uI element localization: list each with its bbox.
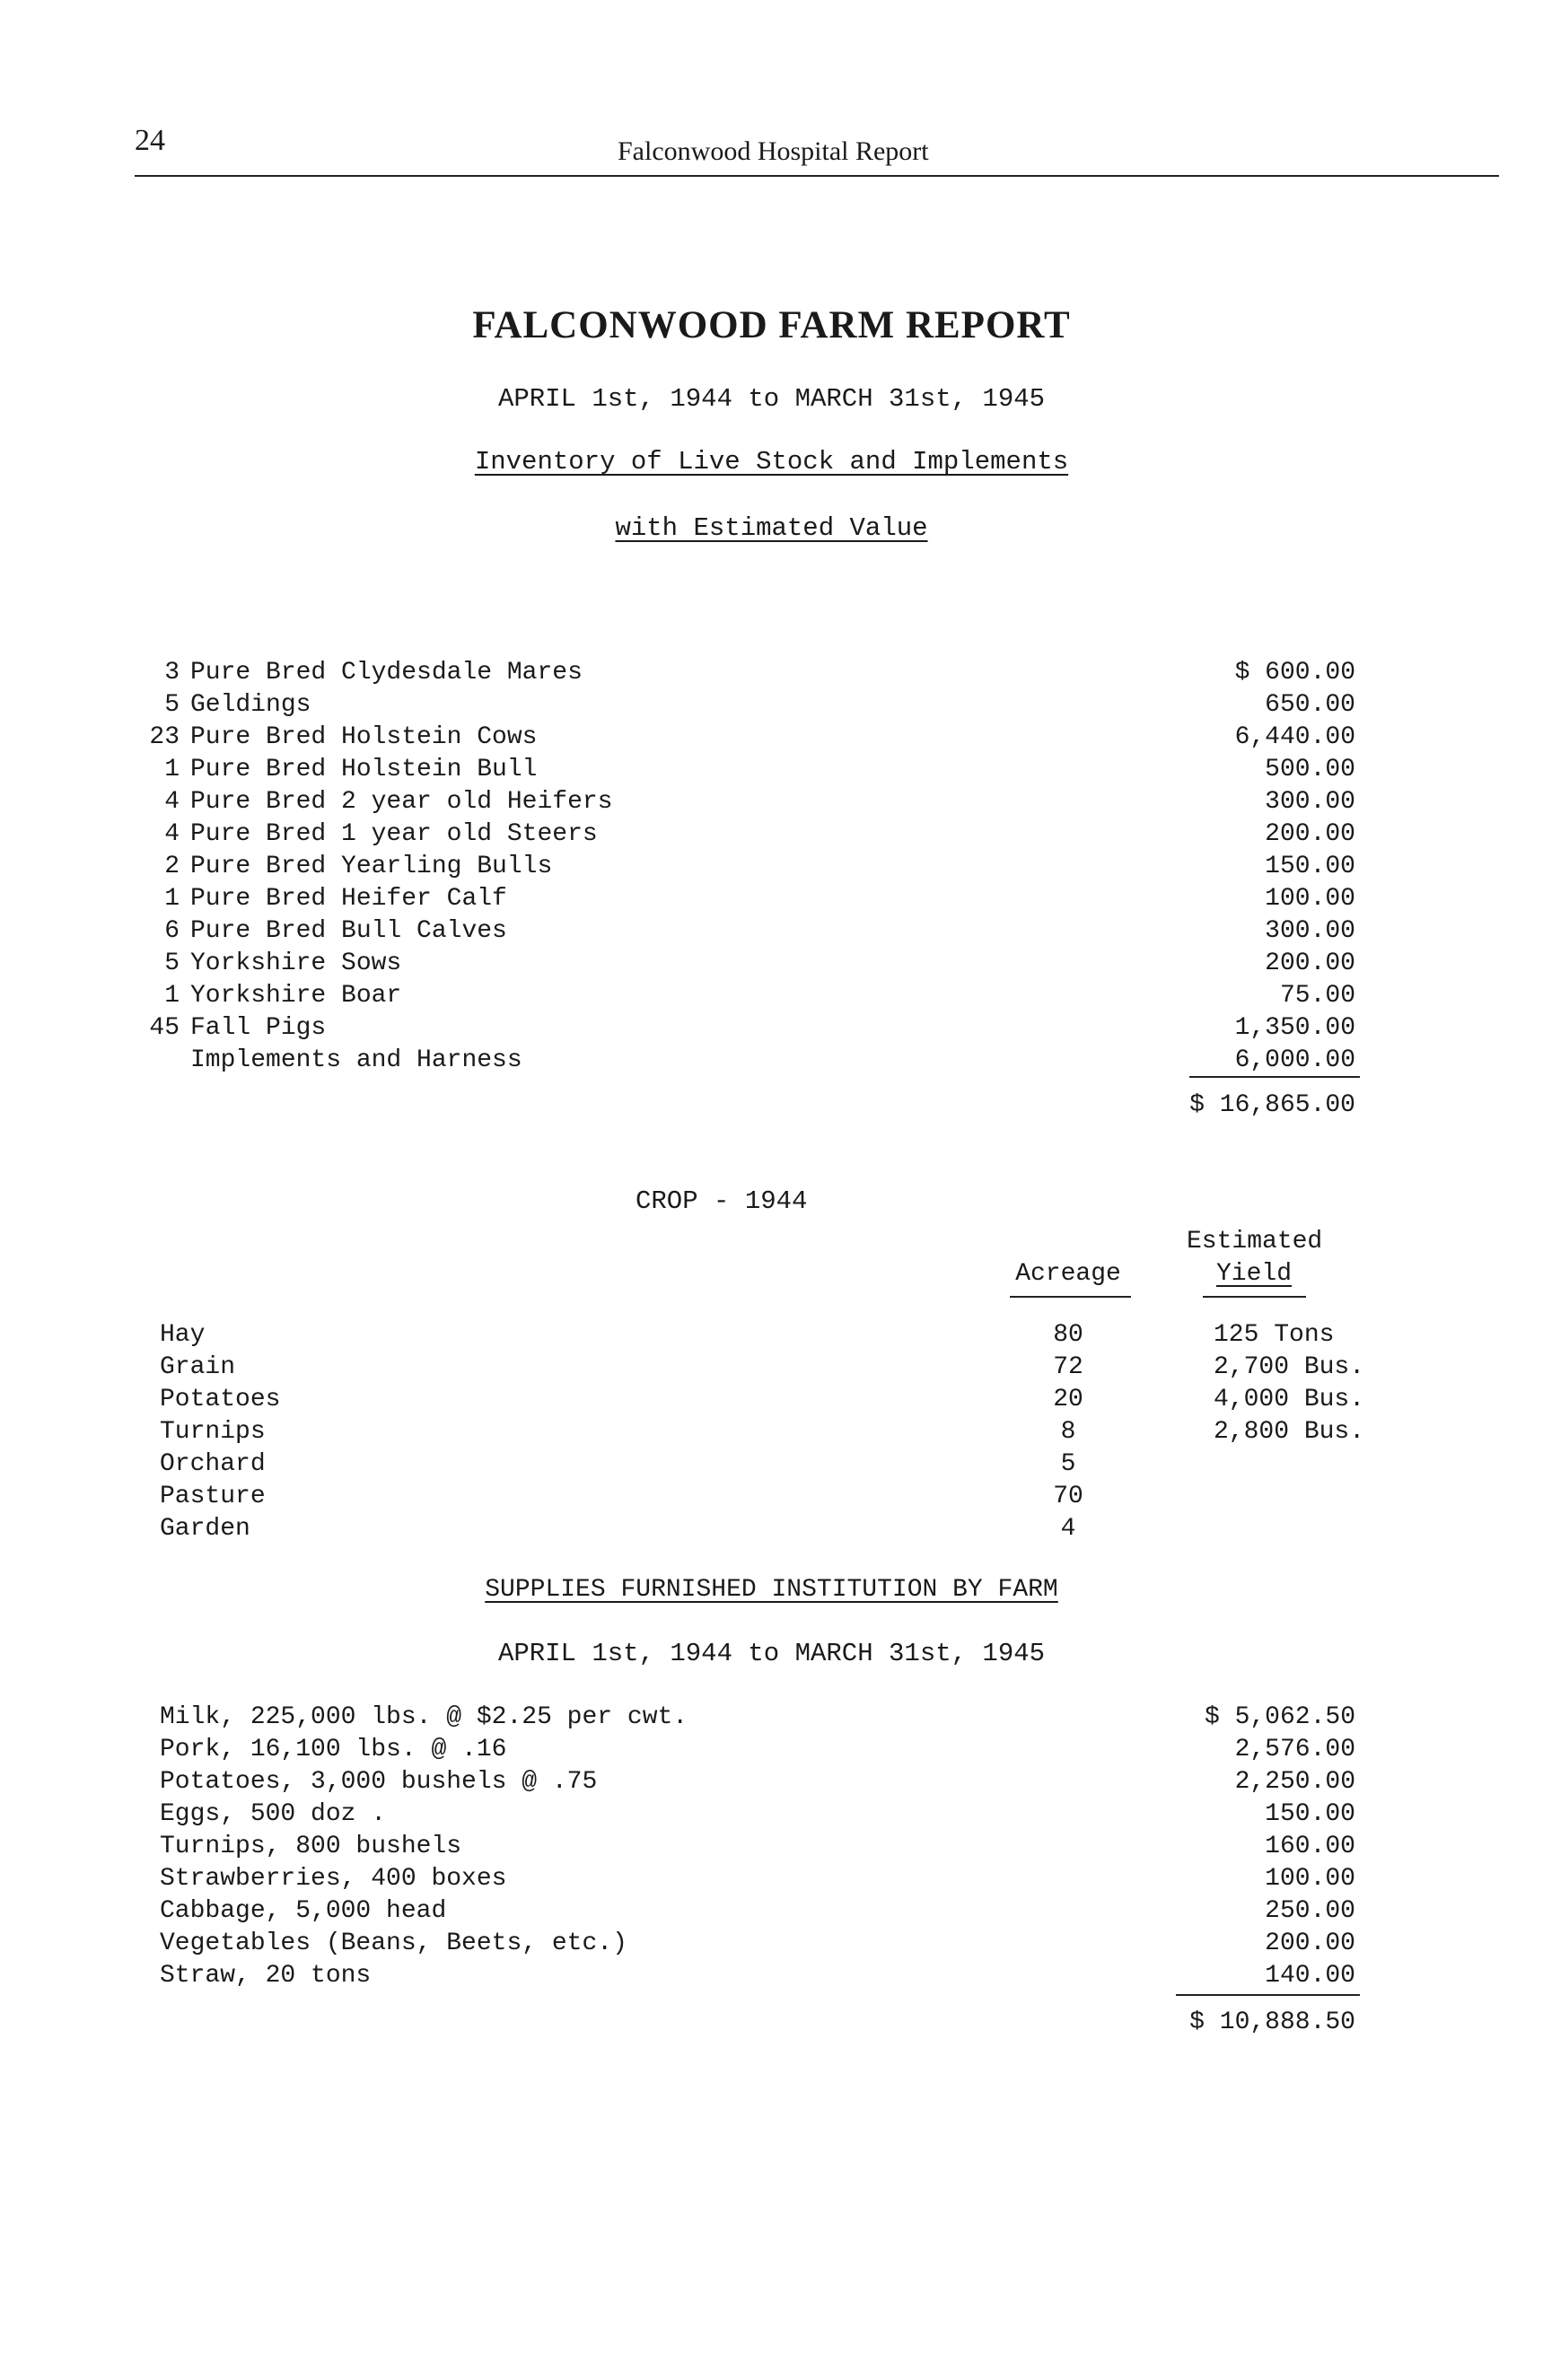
supplies-desc: Pork, 16,100 lbs. @ .16 bbox=[160, 1736, 507, 1763]
crop-acreage: 72 bbox=[1053, 1353, 1083, 1381]
supplies-desc: Strawberries, 400 boxes bbox=[160, 1865, 507, 1893]
inventory-qty: 3 bbox=[164, 659, 180, 687]
inventory-desc: Pure Bred Holstein Bull bbox=[190, 756, 538, 783]
inventory-value: 6,000.00 bbox=[1234, 1046, 1355, 1074]
header-rule bbox=[135, 175, 1499, 177]
inventory-value: 200.00 bbox=[1265, 820, 1355, 848]
crop-yield: 2,700 Bus. bbox=[1214, 1353, 1365, 1381]
crop-name: Grain bbox=[160, 1353, 236, 1381]
inventory-value: 100.00 bbox=[1265, 885, 1355, 913]
inventory-value: 300.00 bbox=[1265, 917, 1355, 945]
inventory-heading: Inventory of Live Stock and Implements bbox=[474, 447, 1069, 477]
supplies-value: 200.00 bbox=[1265, 1929, 1355, 1957]
crop-acreage: 70 bbox=[1053, 1483, 1083, 1510]
crop-name: Potatoes bbox=[160, 1386, 281, 1413]
crop-yield: 4,000 Bus. bbox=[1214, 1386, 1365, 1413]
supplies-period: APRIL 1st, 1944 to MARCH 31st, 1945 bbox=[497, 1639, 1046, 1668]
inventory-value: 1,350.00 bbox=[1234, 1014, 1355, 1042]
inventory-desc: Pure Bred Bull Calves bbox=[190, 917, 507, 945]
inventory-total-rule bbox=[1189, 1076, 1360, 1078]
crop-acreage: 5 bbox=[1060, 1450, 1076, 1478]
supplies-desc: Vegetables (Beans, Beets, etc.) bbox=[160, 1929, 627, 1957]
crop-col-yield-line1: Estimated bbox=[1187, 1228, 1323, 1256]
inventory-qty: 23 bbox=[149, 723, 180, 751]
supplies-desc: Potatoes, 3,000 bushels @ .75 bbox=[160, 1768, 598, 1796]
inventory-desc: Geldings bbox=[190, 691, 311, 719]
supplies-total-rule bbox=[1176, 1994, 1360, 1996]
crop-yield-rule bbox=[1203, 1296, 1306, 1298]
inventory-total: $ 16,865.00 bbox=[1189, 1091, 1355, 1119]
supplies-desc: Eggs, 500 doz . bbox=[160, 1800, 387, 1828]
inventory-qty: 1 bbox=[164, 756, 180, 783]
inventory-desc: Fall Pigs bbox=[190, 1014, 327, 1042]
inventory-value: 150.00 bbox=[1265, 853, 1355, 880]
inventory-value: 500.00 bbox=[1265, 756, 1355, 783]
crop-col-acreage: Acreage bbox=[1015, 1260, 1121, 1288]
inventory-desc: Pure Bred 2 year old Heifers bbox=[190, 788, 613, 816]
inventory-desc: Pure Bred Heifer Calf bbox=[190, 885, 507, 913]
supplies-value: 150.00 bbox=[1265, 1800, 1355, 1828]
crop-acreage: 4 bbox=[1060, 1515, 1076, 1543]
inventory-qty: 4 bbox=[164, 820, 180, 848]
crop-yield: 2,800 Bus. bbox=[1214, 1418, 1365, 1446]
running-title: Falconwood Hospital Report bbox=[618, 136, 929, 166]
crop-name: Turnips bbox=[160, 1418, 266, 1446]
crop-name: Hay bbox=[160, 1321, 206, 1349]
inventory-value: $ 600.00 bbox=[1234, 659, 1355, 687]
inventory-desc: Pure Bred Holstein Cows bbox=[190, 723, 538, 751]
inventory-desc: Implements and Harness bbox=[190, 1046, 522, 1074]
supplies-value: 160.00 bbox=[1265, 1833, 1355, 1860]
page-number: 24 bbox=[135, 124, 165, 157]
inventory-qty: 45 bbox=[149, 1014, 180, 1042]
supplies-heading: SUPPLIES FURNISHED INSTITUTION BY FARM bbox=[485, 1576, 1058, 1604]
crop-acreage: 8 bbox=[1060, 1418, 1076, 1446]
supplies-value: 250.00 bbox=[1265, 1897, 1355, 1925]
inventory-qty: 1 bbox=[164, 885, 180, 913]
inventory-qty bbox=[126, 1045, 180, 1077]
report-title: FALCONWOOD FARM REPORT bbox=[472, 304, 1071, 346]
crop-col-yield-line2: Yield bbox=[1215, 1260, 1292, 1288]
inventory-qty: 5 bbox=[164, 691, 180, 719]
crop-name: Garden bbox=[160, 1515, 250, 1543]
inventory-value: 75.00 bbox=[1279, 982, 1355, 1010]
inventory-qty: 1 bbox=[164, 982, 180, 1010]
supplies-value: $ 5,062.50 bbox=[1204, 1703, 1355, 1731]
supplies-value: 140.00 bbox=[1265, 1962, 1355, 1990]
inventory-desc: Yorkshire Sows bbox=[190, 949, 402, 977]
report-period: APRIL 1st, 1944 to MARCH 31st, 1945 bbox=[497, 384, 1046, 414]
inventory-subheading: with Estimated Value bbox=[615, 513, 928, 543]
supplies-desc: Milk, 225,000 lbs. @ $2.25 per cwt. bbox=[160, 1703, 688, 1731]
supplies-desc: Turnips, 800 bushels bbox=[160, 1833, 462, 1860]
crop-acreage: 20 bbox=[1053, 1386, 1083, 1413]
crop-name: Orchard bbox=[160, 1450, 266, 1478]
supplies-total: $ 10,888.50 bbox=[1189, 2008, 1355, 2036]
supplies-value: 2,250.00 bbox=[1234, 1768, 1355, 1796]
inventory-qty: 4 bbox=[164, 788, 180, 816]
inventory-value: 6,440.00 bbox=[1234, 723, 1355, 751]
inventory-desc: Yorkshire Boar bbox=[190, 982, 402, 1010]
crop-name: Pasture bbox=[160, 1483, 266, 1510]
supplies-desc: Cabbage, 5,000 head bbox=[160, 1897, 447, 1925]
inventory-desc: Pure Bred 1 year old Steers bbox=[190, 820, 598, 848]
crop-title: CROP - 1944 bbox=[636, 1186, 808, 1216]
inventory-value: 200.00 bbox=[1265, 949, 1355, 977]
inventory-qty: 2 bbox=[164, 853, 180, 880]
supplies-value: 2,576.00 bbox=[1234, 1736, 1355, 1763]
inventory-value: 650.00 bbox=[1265, 691, 1355, 719]
supplies-value: 100.00 bbox=[1265, 1865, 1355, 1893]
inventory-value: 300.00 bbox=[1265, 788, 1355, 816]
inventory-desc: Pure Bred Yearling Bulls bbox=[190, 853, 553, 880]
inventory-qty: 6 bbox=[164, 917, 180, 945]
inventory-desc: Pure Bred Clydesdale Mares bbox=[190, 659, 583, 687]
inventory-qty: 5 bbox=[164, 949, 180, 977]
crop-acreage: 80 bbox=[1053, 1321, 1083, 1349]
crop-acreage-rule bbox=[1010, 1296, 1131, 1298]
supplies-desc: Straw, 20 tons bbox=[160, 1962, 372, 1990]
crop-yield: 125 Tons bbox=[1214, 1321, 1335, 1349]
